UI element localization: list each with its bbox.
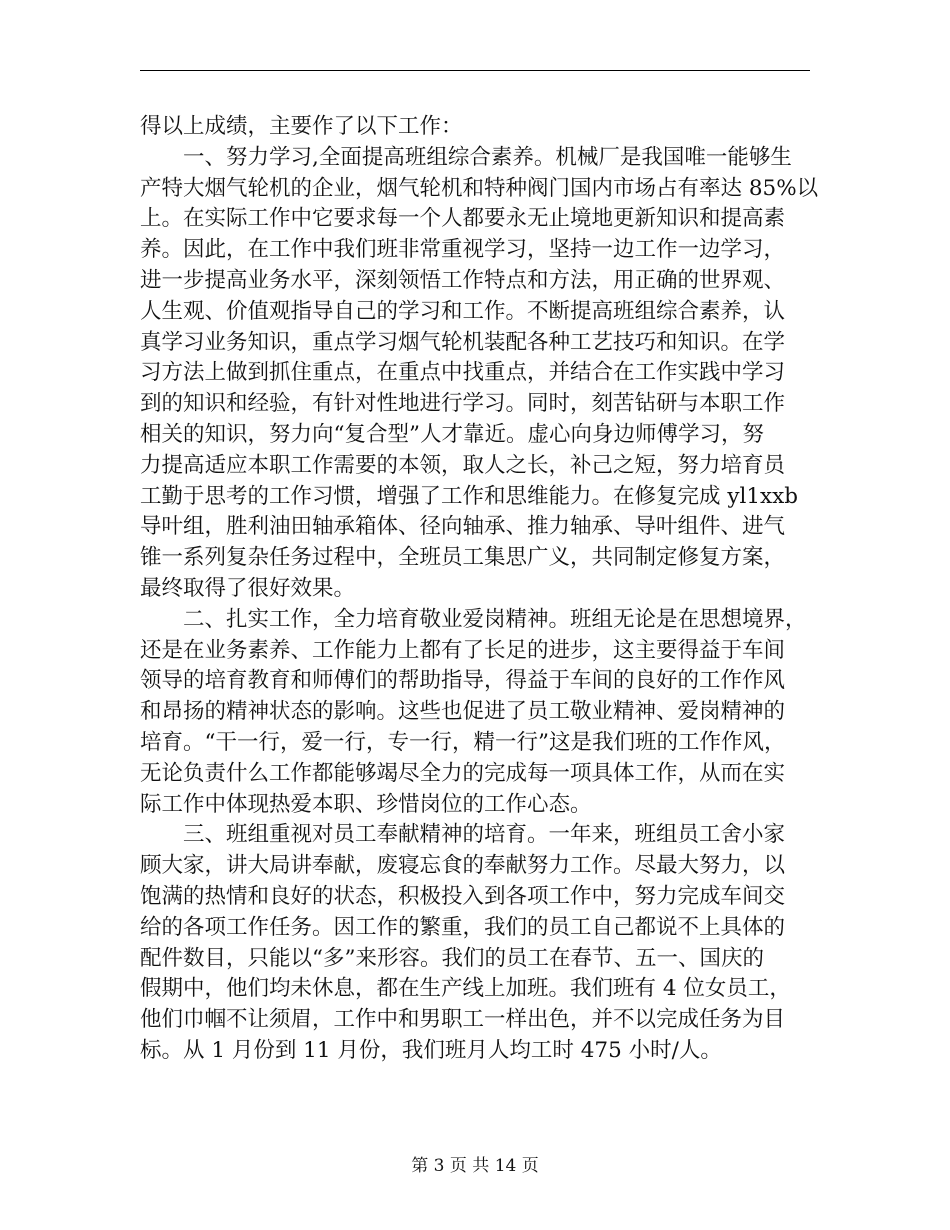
text-line: 假期中，他们均未休息，都在生产线上加班。我们班有 4 位女员工， — [140, 976, 791, 1002]
text-line: 真学习业务知识，重点学习烟气轮机装配各种工艺技巧和知识。在学 — [140, 329, 786, 355]
text-line: 产特大烟气轮机的企业，烟气轮机和特种阀门国内市场占有率达 85%以 — [140, 175, 819, 201]
text-line: 相关的知识，努力向“复合型”人才靠近。虚心向身边师傅学习，努 — [140, 421, 764, 447]
text-line: 习方法上做到抓住重点，在重点中找重点，并结合在工作实践中学习 — [140, 360, 786, 386]
paragraph-start-line: 三、班组重视对员工奉献精神的培育。一年来，班组员工舍小家 — [183, 822, 786, 848]
text-line: 人生观、价值观指导自己的学习和工作。不断提高班组综合素养，认 — [140, 298, 786, 324]
paragraph-start-line: 一、努力学习,全面提高班组综合素养。机械厂是我国唯一能够生 — [183, 144, 792, 170]
text-line: 到的知识和经验，有针对性地进行学习。同时，刻苦钻研与本职工作 — [140, 391, 786, 417]
text-line: 工勤于思考的工作习惯，增强了工作和思维能力。在修复完成 yl1xxb — [140, 483, 799, 509]
text-line: 他们巾帼不让须眉，工作中和男职工一样出色，并不以完成任务为目 — [140, 1007, 786, 1033]
text-line: 养。因此，在工作中我们班非常重视学习，坚持一边工作一边学习， — [140, 237, 786, 263]
text-line: 配件数目，只能以“多”来形容。我们的员工在春节、五一、国庆的 — [140, 945, 764, 971]
page-number-footer: 第 3 页 共 14 页 — [411, 1156, 539, 1176]
paragraph-start-line: 二、扎实工作，全力培育敬业爱岗精神。班组无论是在思想境界， — [183, 606, 807, 632]
text-line: 领导的培育教育和师傅们的帮助指导，得益于车间的良好的工作作风 — [140, 668, 786, 694]
text-line: 培育。“干一行，爱一行，专一行，精一行”这是我们班的工作作风， — [140, 729, 786, 755]
text-line: 上。在实际工作中它要求每一个人都要永无止境地更新知识和提高素 — [140, 206, 786, 232]
text-line: 标。从 1 月份到 11 月份，我们班月人均工时 475 小时/人。 — [140, 1037, 722, 1063]
text-line: 进一步提高业务水平，深刻领悟工作特点和方法，用正确的世界观、 — [140, 267, 786, 293]
text-line: 得以上成绩，主要作了以下工作： — [140, 114, 463, 139]
text-line: 还是在业务素养、工作能力上都有了长足的进步，这主要得益于车间 — [140, 637, 786, 663]
document-body — [140, 112, 819, 1067]
text-line: 际工作中体现热爱本职、珍惜岗位的工作心态。 — [140, 791, 592, 817]
text-line: 最终取得了很好效果。 — [140, 575, 356, 601]
text-line: 导叶组，胜利油田轴承箱体、径向轴承、推力轴承、导叶组件、进气 — [140, 514, 786, 540]
header-rule — [140, 70, 810, 71]
text-line: 无论负责什么工作都能够竭尽全力的完成每一项具体工作，从而在实 — [140, 760, 786, 786]
text-line: 和昂扬的精神状态的影响。这些也促进了员工敬业精神、爱岗精神的 — [140, 699, 786, 725]
text-line: 力提高适应本职工作需要的本领，取人之长，补己之短，努力培育员 — [140, 452, 786, 478]
text-line: 给的各项工作任务。因工作的繁重，我们的员工自己都说不上具体的 — [140, 914, 786, 940]
text-line: 顾大家，讲大局讲奉献，废寝忘食的奉献努力工作。尽最大努力，以 — [140, 853, 786, 879]
text-line: 锥一系列复杂任务过程中，全班员工集思广义，共同制定修复方案， — [140, 545, 786, 571]
text-line: 饱满的热情和良好的状态，积极投入到各项工作中，努力完成车间交 — [140, 883, 786, 909]
